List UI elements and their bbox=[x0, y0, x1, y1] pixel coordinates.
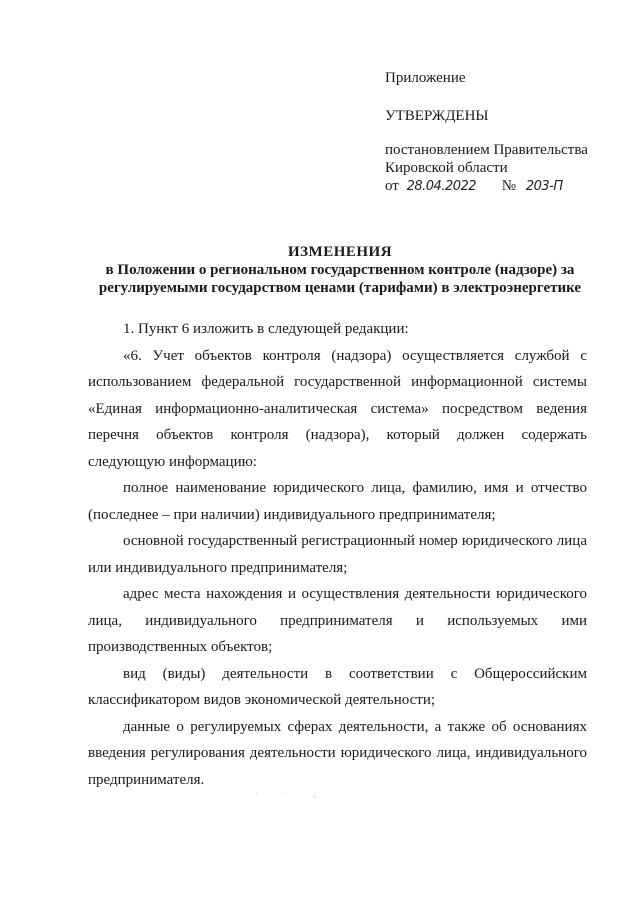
approved-label: УТВЕРЖДЕНЫ bbox=[385, 108, 489, 124]
paragraph-1: 1. Пункт 6 изложить в следующей редакции: bbox=[123, 321, 409, 337]
appendix-label: Приложение bbox=[385, 70, 466, 86]
paragraph-5: адрес места нахождения и осуществления деятельности юридического лица, индивидуального предпринимателя и используемых ими производственных объектов; bbox=[88, 586, 587, 655]
paragraph-4: основной государственный регистрационный номер юридического лица или индивидуального предпринимателя; bbox=[88, 533, 587, 576]
title-heading: ИЗМЕНЕНИЯ bbox=[287, 244, 393, 260]
paragraph-7: данные о регулируемых сферах деятельности, а также об основаниях введения регулирования деятельности юридического лица, индивидуального предпринимателя. bbox=[88, 718, 587, 788]
paragraph-3: полное наименование юридического лица, фамилию, имя и отчество (последнее – при наличии) индивидуального предпринимателя; bbox=[88, 480, 587, 523]
title-subtitle-line-2: регулируемыми государством ценами (тарифами) в электроэнергетике bbox=[98, 280, 582, 296]
from-label: от bbox=[385, 178, 399, 194]
paragraph-2: «6. Учет объектов контроля (надзора) осуществляется службой с использованием федеральной государственной информационной системы «Единая информационно-аналитическая система» посредством ведения перечня объектов контроля (надзора), который должен содержать следующую информацию: bbox=[88, 347, 587, 470]
handwritten-date: 28.04.2022 bbox=[406, 179, 477, 194]
document-title bbox=[90, 243, 590, 297]
decree-date-line bbox=[385, 177, 563, 196]
title-subtitle-line-1: в Положении о региональном государственном контроле (надзоре) за bbox=[105, 262, 575, 278]
document-body bbox=[88, 316, 587, 793]
handwritten-number: 203-П bbox=[525, 179, 563, 194]
number-label: № bbox=[501, 178, 517, 194]
decree-line-2: Кировской области bbox=[385, 160, 508, 176]
scan-noise-marks: · · , bbox=[255, 789, 328, 799]
paragraph-6: вид (виды) деятельности в соответствии с Общероссийским классификатором видов экономической деятельности; bbox=[88, 665, 587, 708]
decree-line-1: постановлением Правительства bbox=[385, 142, 588, 158]
